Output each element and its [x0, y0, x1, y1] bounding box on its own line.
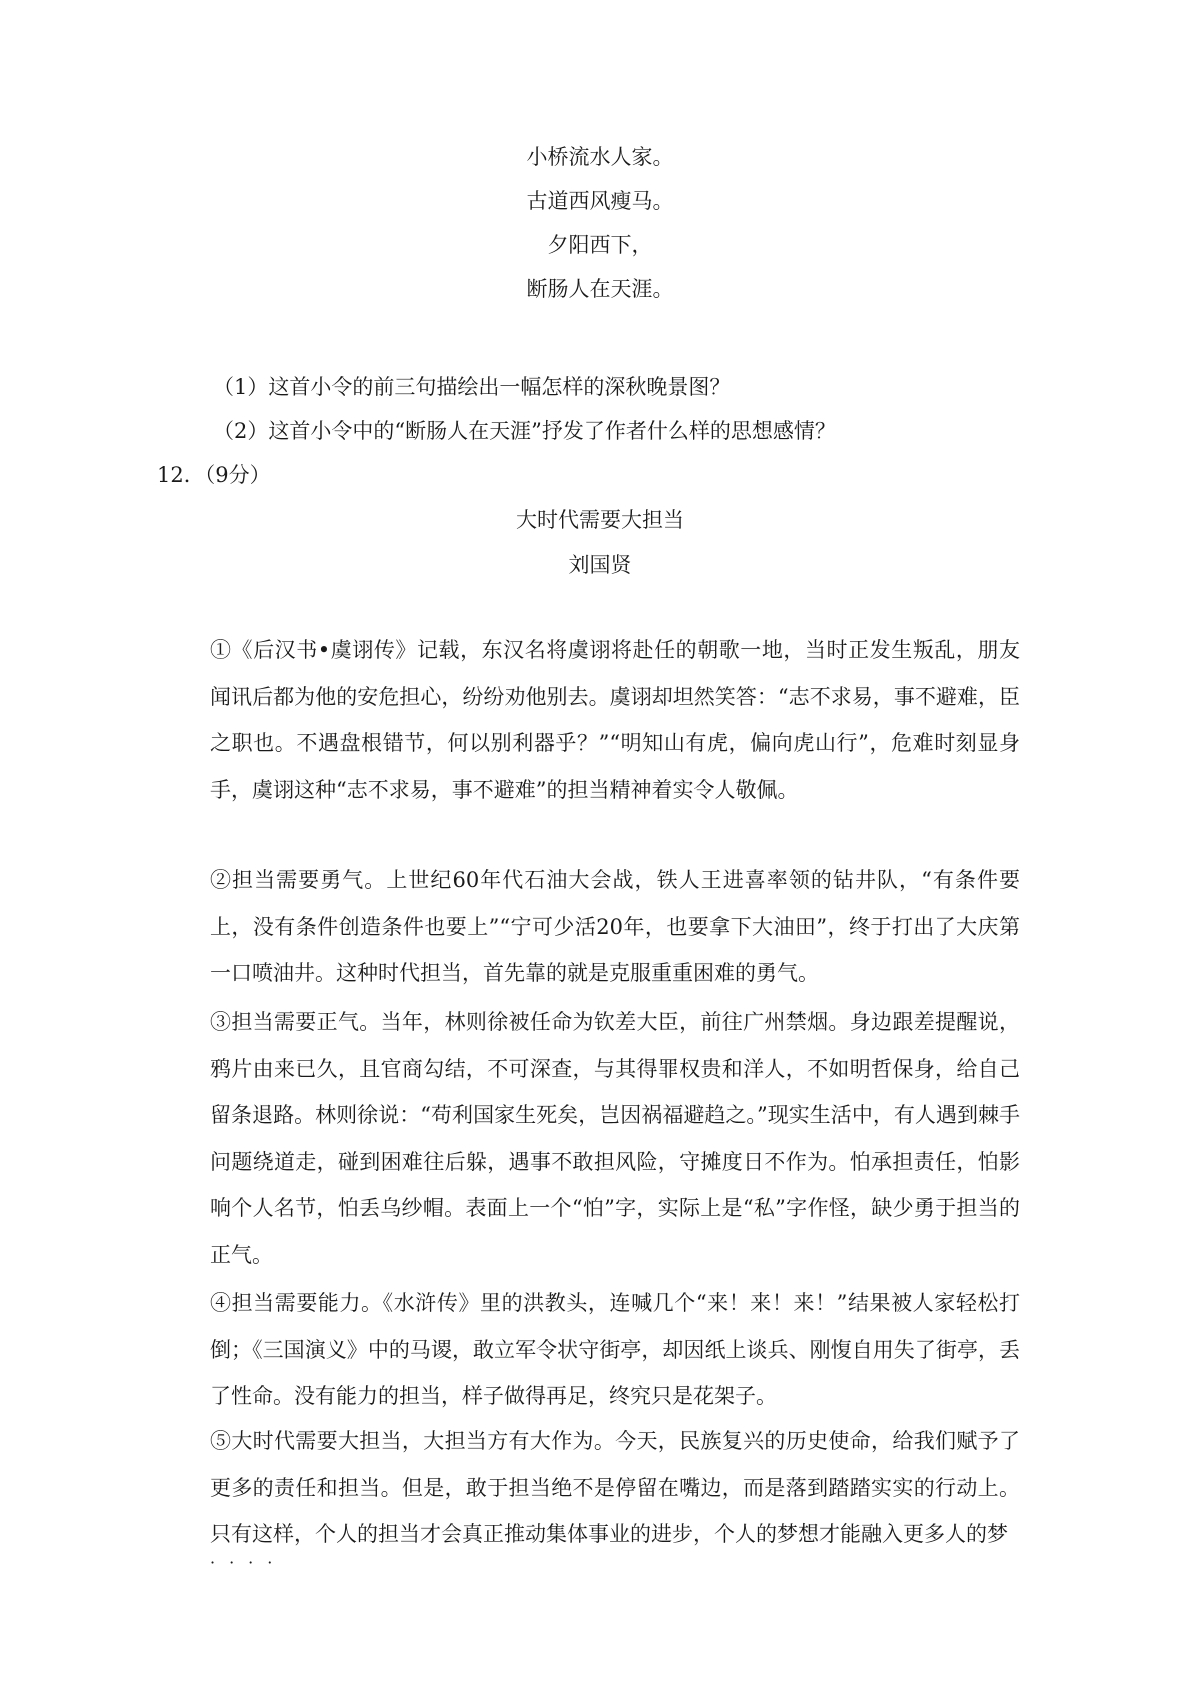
- emphasis-dots: ····: [210, 1553, 287, 1572]
- paragraph-5: ⑤大时代需要大担当，大担当方有大作为。今天，民族复兴的历史使命，给我们赋予了更多的责任和担当。但是，敢于担当绝不是停留在嘴边，而是落到踏踏实实的行动上。只有这样，个人的担当才会真正推动集体事业的进步，个人的梦想才能融入更多人的梦: [210, 1429, 1020, 1546]
- poem-line-1: 小桥流水人家。: [526, 145, 674, 169]
- article-author: 刘国贤: [568, 553, 632, 577]
- poem-line-4: 断肠人在天涯。: [526, 277, 674, 301]
- poem-line-3: 夕阳西下，: [547, 233, 653, 257]
- paragraph-1: ①《后汉书•虞诩传》记载，东汉名将虞诩将赴任的朝歌一地，当时正发生叛乱，朋友闻讯后都为他的安危担心，纷纷劝他别去。虞诩却坦然笑答：“志不求易，事不避难，臣之职也。不遇盘根错节，何以别利器乎？”“明知山有虎，偏向虎山行”，危难时刻显身手，虞诩这种“志不求易，事不避难”的担当精神着实令人敬佩。: [210, 638, 1020, 802]
- question-1: （1）这首小令的前三句描绘出一幅怎样的深秋晚景图？: [213, 375, 731, 399]
- article-title: 大时代需要大担当: [516, 508, 684, 532]
- paragraph-4: ④担当需要能力。《水浒传》里的洪教头，连喊几个“来！来！来！”结果被人家轻松打倒；《三国演义》中的马谡，敢立军令状守街亭，却因纸上谈兵、刚愎自用失了街亭，丢了性命。没有能力的担当，样子做得再足，终究只是花架子。: [210, 1291, 1020, 1408]
- paragraph-3: ③担当需要正气。当年，林则徐被任命为钦差大臣，前往广州禁烟。身边跟差提醒说，鸦片由来已久，且官商勾结，不可深查，与其得罪权贵和洋人，不如明哲保身，给自己留条退路。林则徐说：“苟利国家生死矣，岂因祸福避趋之。”现实生活中，有人遇到棘手问题绕道走，碰到困难往后躲，遇事不敢担风险，守摊度日不作为。怕承担责任，怕影响个人名节，怕丢乌纱帽。表面上一个“怕”字，实际上是“私”字作怪，缺少勇于担当的正气。: [210, 1010, 1020, 1267]
- question-2: （2）这首小令中的“断肠人在天涯”抒发了作者什么样的思想感情？: [213, 419, 836, 443]
- paragraph-2: ②担当需要勇气。上世纪60年代石油大会战，铁人王进喜率领的钻井队，“有条件要上，没有条件创造条件也要上”“宁可少活20年，也要拿下大油田”，终于打出了大庆第一口喷油井。这种时代担当，首先靠的就是克服重重困难的勇气。: [210, 868, 1020, 985]
- poem-line-2: 古道西风瘦马。: [526, 189, 674, 213]
- question-number-12: 12．（9分）: [157, 463, 271, 487]
